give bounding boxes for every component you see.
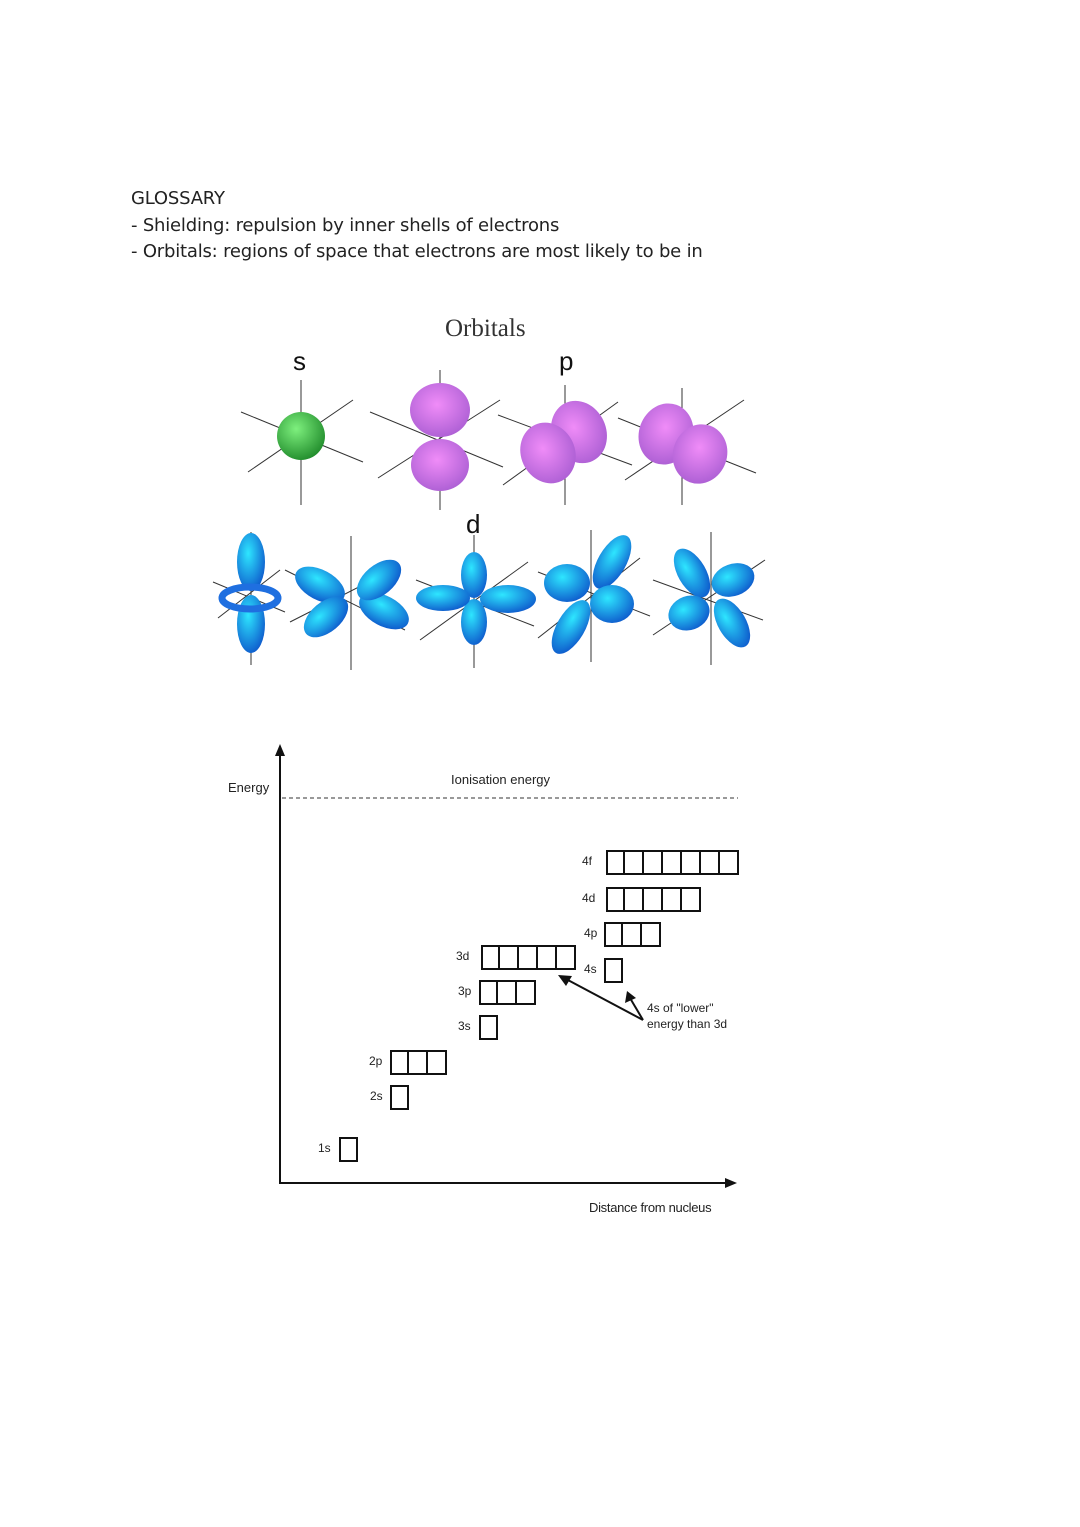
d-orbital-xy [538,529,650,662]
orbital-boxes-2p [390,1050,447,1075]
orbital-box [623,922,642,947]
x-axis-label: Distance from nucleus [589,1200,712,1215]
orbital-box [644,887,663,912]
orbital-box [644,850,663,875]
sublevel-label-3d: 3d [456,949,470,963]
p-label: p [559,346,574,376]
orbital-boxes-4f [606,850,739,875]
orbital-box [625,887,644,912]
glossary-item-orbitals: - Orbitals: regions of space that electrons are most likely to be in [131,241,703,262]
sublevel-label-4d: 4d [582,891,596,905]
d-label: d [466,509,481,539]
orbital-box [538,945,557,970]
orbital-box [517,980,536,1005]
orbital-box [390,1050,409,1075]
sublevel-label-3s: 3s [458,1019,471,1033]
sublevel-label-4s: 4s [584,962,597,976]
glossary-item-shielding: - Shielding: repulsion by inner shells of electrons [131,215,560,236]
annotation-arrows [558,975,643,1020]
sublevel-label-2p: 2p [369,1054,383,1068]
orbital-box [409,1050,428,1075]
annotation-line-1: 4s of "lower" [647,1001,714,1015]
p-orbital-x [498,385,632,505]
orbital-box [604,958,623,983]
orbital-box [606,887,625,912]
orbital-box [481,945,500,970]
orbital-box [428,1050,447,1075]
y-axis-label: Energy [228,780,270,795]
orbital-box [479,980,498,1005]
orbital-box [390,1085,409,1110]
orbital-boxes-4d [606,887,701,912]
orbital-box [557,945,576,970]
orbital-box [625,850,644,875]
orbital-boxes-3p [479,980,536,1005]
orbital-boxes-1s [339,1137,358,1162]
sublevel-label-2s: 2s [370,1089,383,1103]
p-orbital-y [618,388,756,505]
d-orbital-yz [653,532,765,665]
d-orbital-z2 [213,532,285,665]
orbital-box [663,887,682,912]
orbital-box [339,1137,358,1162]
sublevel-label-4p: 4p [584,926,598,940]
orbital-box [682,850,701,875]
orbital-boxes-4p [604,922,661,947]
orbitals-title: Orbitals [445,315,526,342]
orbital-box [604,922,623,947]
sublevel-label-3p: 3p [458,984,472,998]
orbital-boxes-3d [481,945,576,970]
orbital-box [606,850,625,875]
x-axis-arrow-icon [725,1178,737,1188]
s-label: s [293,346,306,376]
orbital-box [720,850,739,875]
annotation-line-2: energy than 3d [647,1017,728,1031]
orbital-box [701,850,720,875]
p-orbital-z [370,370,503,510]
s-orbital [241,380,363,505]
orbital-shapes [0,0,1080,700]
sublevel-label-4f: 4f [582,854,593,868]
orbital-boxes-4s [604,958,623,983]
sublevel-label-1s: 1s [318,1141,331,1155]
orbital-box [663,850,682,875]
d-orbital-x2y2 [416,535,536,668]
orbital-box [642,922,661,947]
orbital-box [498,980,517,1005]
y-axis-arrow-icon [275,744,285,756]
orbital-box [519,945,538,970]
orbital-box [682,887,701,912]
d-orbital-xz [285,536,415,670]
glossary-heading: GLOSSARY [131,188,225,209]
orbital-box [479,1015,498,1040]
orbital-boxes-2s [390,1085,409,1110]
orbital-boxes-3s [479,1015,498,1040]
ionisation-energy-label: Ionisation energy [451,772,551,787]
orbital-box [500,945,519,970]
